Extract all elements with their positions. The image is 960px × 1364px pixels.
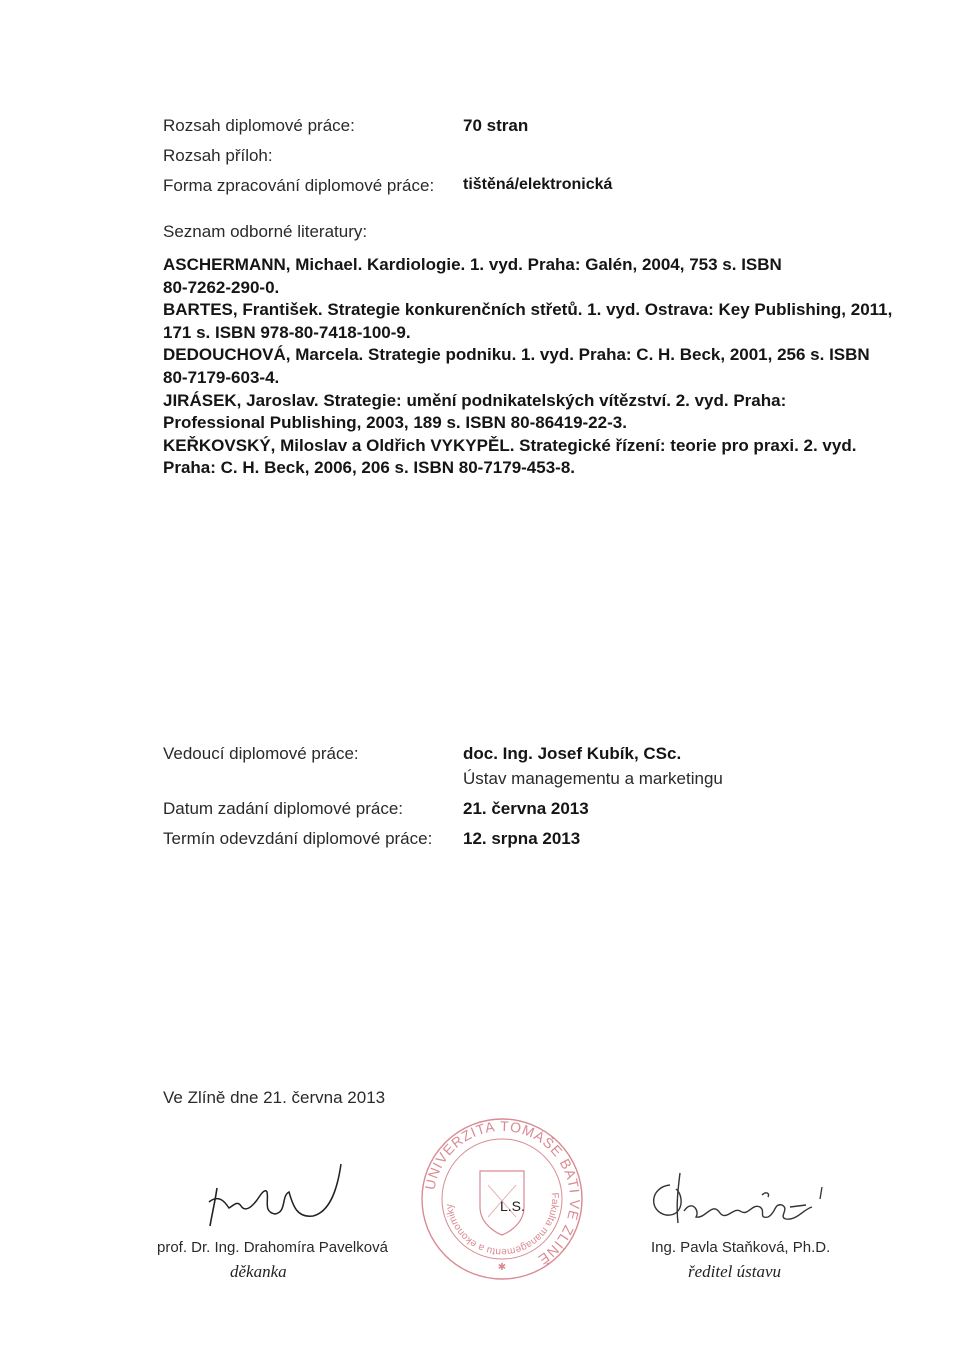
literature-line: DEDOUCHOVÁ, Marcela. Strategie podniku. 1. vyd. Praha: C. H. Beck, 2001, 256 s. ISBN bbox=[163, 345, 870, 365]
literature-line: Praha: C. H. Beck, 2006, 206 s. ISBN 80-7179-453-8. bbox=[163, 458, 576, 478]
due-date-label: Termín odevzdání diplomové práce: bbox=[163, 829, 433, 848]
supervisor-department: Ústav managementu a marketingu bbox=[463, 769, 723, 788]
literature-line: Professional Publishing, 2003, 189 s. ISBN 80-86419-22-3. bbox=[163, 413, 627, 433]
director-signature bbox=[640, 1165, 830, 1235]
director-role: ředitel ústavu bbox=[688, 1262, 782, 1281]
literature-line: 171 s. ISBN 978-80-7418-100-9. bbox=[163, 322, 411, 342]
thesis-form-value: tištěná/elektronická bbox=[463, 176, 613, 193]
appendix-length-label: Rozsah příloh: bbox=[163, 146, 273, 165]
dean-name: prof. Dr. Ing. Drahomíra Pavelková bbox=[157, 1239, 388, 1256]
thesis-length-label: Rozsah diplomové práce: bbox=[163, 116, 355, 135]
literature-line: 80-7262-290-0. bbox=[163, 277, 280, 297]
place-date: Ve Zlíně dne 21. června 2013 bbox=[163, 1088, 386, 1107]
thesis-form-label: Forma zpracování diplomové práce: bbox=[163, 176, 435, 195]
director-name: Ing. Pavla Staňková, Ph.D. bbox=[651, 1239, 831, 1256]
supervisor-name: doc. Ing. Josef Kubík, CSc. bbox=[463, 744, 682, 763]
stamp-ls: L.S. bbox=[500, 1198, 525, 1214]
literature-line: JIRÁSEK, Jaroslav. Strategie: umění podnikatelských vítězství. 2. vyd. Praha: bbox=[163, 390, 787, 410]
supervisor-label: Vedoucí diplomové práce: bbox=[163, 744, 359, 763]
dean-signature bbox=[195, 1150, 355, 1230]
svg-text:✱: ✱ bbox=[497, 1262, 507, 1273]
literature-line: ASCHERMANN, Michael. Kardiologie. 1. vyd. Praha: Galén, 2004, 753 s. ISBN bbox=[163, 255, 782, 274]
literature-list bbox=[163, 254, 893, 480]
due-date-value: 12. srpna 2013 bbox=[463, 829, 581, 848]
assigned-date-label: Datum zadání diplomové práce: bbox=[163, 799, 404, 818]
svg-text:Fakulta managementu a ekonomik: Fakulta managementu a ekonomiky bbox=[444, 1192, 561, 1258]
literature-line: KEŘKOVSKÝ, Miloslav a Oldřich VYKYPĚL. Strategické řízení: teorie pro praxi. 2. vyd. bbox=[163, 435, 857, 455]
thesis-length-value: 70 stran bbox=[463, 116, 529, 135]
literature-heading: Seznam odborné literatury: bbox=[163, 222, 368, 241]
dean-role: děkanka bbox=[230, 1262, 287, 1281]
literature-line: 80-7179-603-4. bbox=[163, 367, 280, 387]
literature-line: BARTES, František. Strategie konkurenčních střetů. 1. vyd. Ostrava: Key Publishing, 2011, bbox=[163, 300, 893, 320]
svg-text:UNIVERZITA TOMÁŠE BATI VE ZLÍN: UNIVERZITA TOMÁŠE BATI VE ZLÍNĚ bbox=[421, 1117, 584, 1269]
assigned-date-value: 21. června 2013 bbox=[463, 799, 589, 818]
